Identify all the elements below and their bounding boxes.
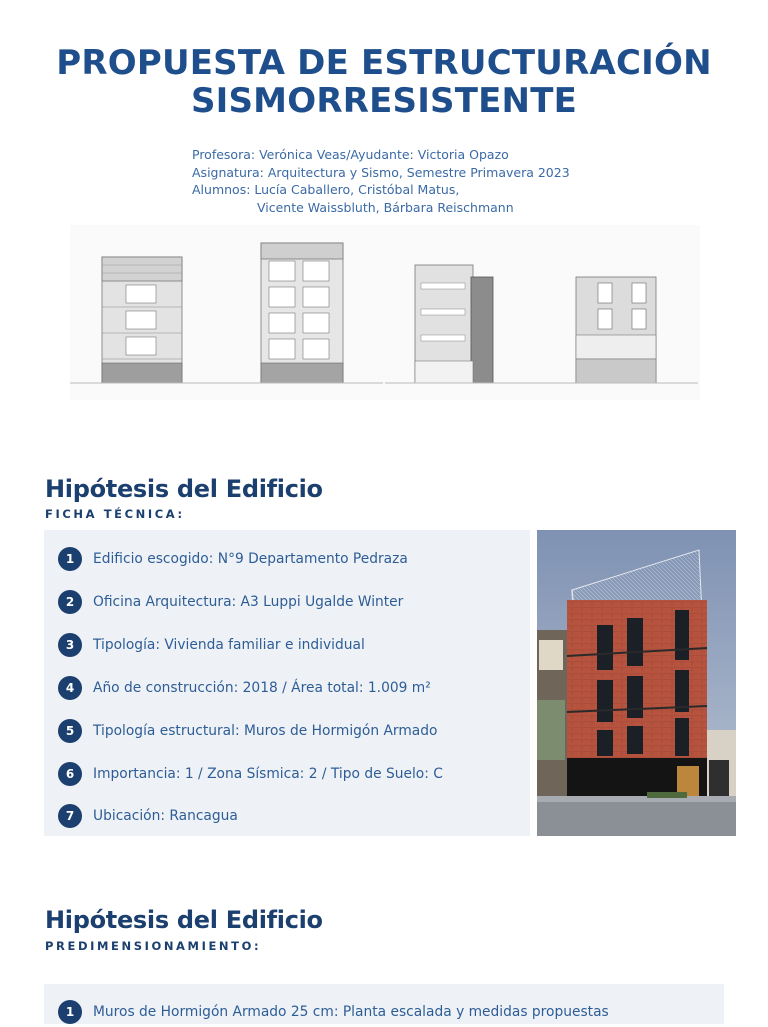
list-item [58, 587, 403, 617]
item-text: Muros de Hormigón Armado 25 cm: Planta escalada y medidas propuestas [93, 1004, 609, 1020]
page-title [0, 44, 768, 120]
credits-students: Alumnos: Lucía Caballero, Cristóbal Matus, [192, 182, 460, 197]
item-text: Edificio escogido: N°9 Departamento Pedraza [93, 551, 408, 567]
item-text: Importancia: 1 / Zona Sísmica: 2 / Tipo de Suelo: C [93, 766, 443, 782]
credits-students-cont: Vicente Waissbluth, Bárbara Reischmann [257, 199, 514, 215]
credits-course: Asignatura: Arquitectura y Sismo, Semestre Primavera 2023 [192, 164, 570, 180]
item-text: Tipología: Vivienda familiar e individual [93, 637, 365, 653]
elevation-2 [225, 225, 385, 400]
list-item [58, 759, 443, 789]
list-item [58, 630, 365, 660]
item-number: 1 [58, 1000, 82, 1024]
item-text: Oficina Arquitectura: A3 Luppi Ugalde Winter [93, 594, 404, 610]
section-2-subtitle: PREDIMENSIONAMIENTO: [45, 939, 262, 953]
ficha-tecnica-panel [44, 530, 530, 836]
item-text: Año de construcción: 2018 / Área total: 1.009 m² [93, 680, 431, 696]
item-number: 4 [58, 676, 82, 700]
list-item [58, 544, 408, 574]
item-number: 6 [58, 762, 82, 786]
elevation-1 [70, 225, 230, 400]
list-item [58, 801, 238, 831]
list-item [58, 716, 437, 746]
predimensionamiento-panel [44, 984, 724, 1024]
item-text: Ubicación: Rancagua [93, 808, 238, 824]
elevation-drawings [60, 225, 710, 400]
item-number: 7 [58, 804, 82, 828]
item-number: 1 [58, 547, 82, 571]
list-item [58, 673, 431, 703]
list-item [58, 997, 609, 1027]
elevation-3 [385, 225, 545, 400]
elevation-4 [540, 225, 700, 400]
credits-block [192, 146, 570, 216]
item-number: 5 [58, 719, 82, 743]
title-line-1: PROPUESTA DE ESTRUCTURACIÓN [56, 43, 712, 83]
item-number: 2 [58, 590, 82, 614]
item-number: 3 [58, 633, 82, 657]
section-2-title: Hipótesis del Edificio [45, 906, 323, 934]
building-photo [537, 530, 736, 836]
title-line-2: SISMORRESISTENTE [190, 81, 578, 121]
section-1-subtitle: FICHA TÉCNICA: [45, 507, 185, 521]
item-text: Tipología estructural: Muros de Hormigón Armado [93, 723, 438, 739]
building-photo-image [537, 530, 736, 836]
section-1-title: Hipótesis del Edificio [45, 475, 323, 503]
credits-professor: Profesora: Verónica Veas/Ayudante: Victoria Opazo [192, 147, 509, 162]
